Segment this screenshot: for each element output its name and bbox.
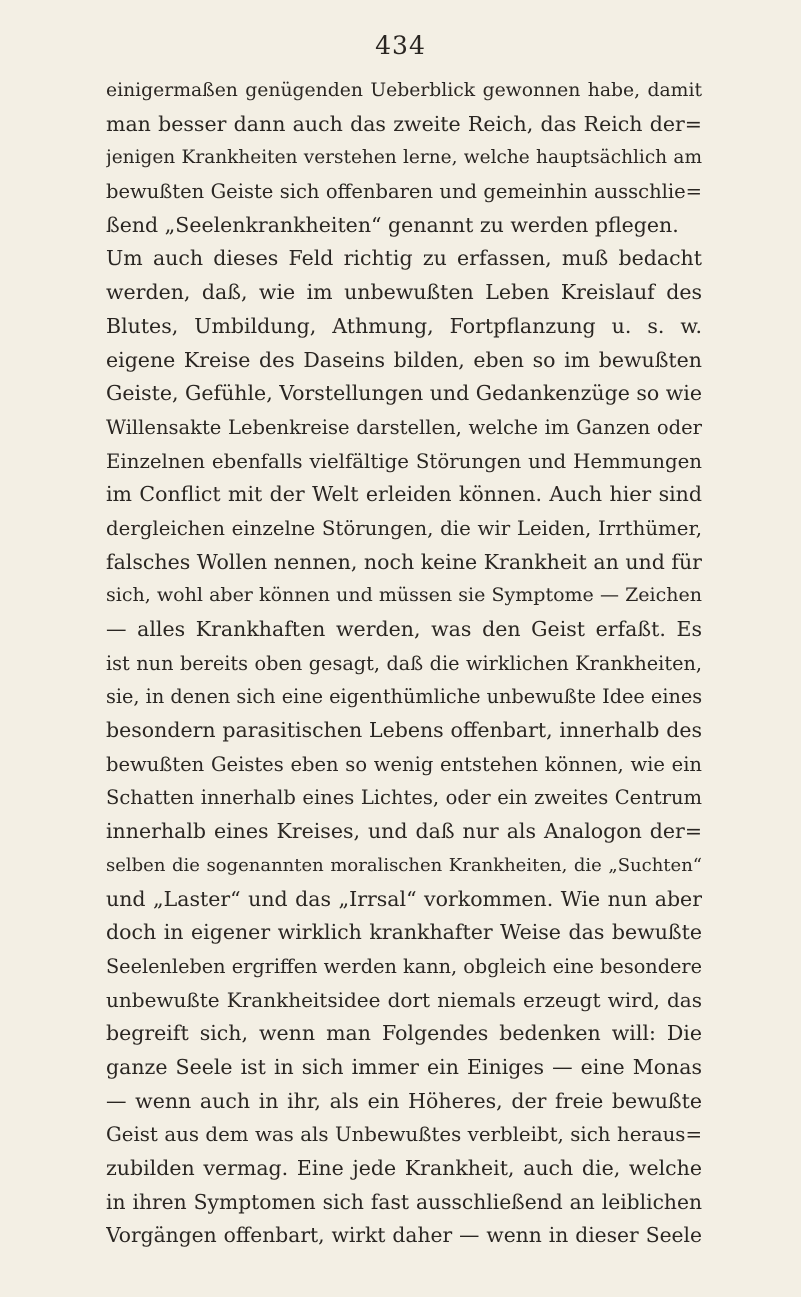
text-line: man besser dann auch das zweite Reich, das Reich der= xyxy=(106,111,702,136)
text-line: — wenn auch in ihr, als ein Höheres, der freie bewußte xyxy=(106,1088,702,1113)
text-line: einigermaßen genügenden Ueberblick gewonnen habe, damit xyxy=(106,80,702,101)
text-line: und „Laster“ und das „Irrsal“ vorkommen. Wie nun aber xyxy=(106,886,702,911)
text-line: begreift sich, wenn man Folgendes bedenken will: Die xyxy=(106,1021,702,1046)
text-line: zubilden vermag. Eine jede Krankheit, auch die, welche xyxy=(106,1156,702,1180)
text-line: Geiste, Gefühle, Vorstellungen und Gedankenzüge so wie xyxy=(106,381,702,406)
text-line: jenigen Krankheiten verstehen lerne, welche hauptsächlich am xyxy=(106,147,702,169)
text-line: Um auch dieses Feld richtig zu erfassen, muß bedacht xyxy=(106,246,702,271)
text-line: in ihren Symptomen sich fast ausschließend an leiblichen xyxy=(106,1189,702,1214)
text-line: falsches Wollen nennen, noch keine Krankheit an und für xyxy=(106,549,702,574)
text-line: sich, wohl aber können und müssen sie Symptome — Zeichen xyxy=(106,584,702,607)
text-line: innerhalb eines Kreises, und daß nur als Analogon der= xyxy=(106,819,702,844)
text-line: ßend „Seelenkrankheiten“ genannt zu werden pflegen. xyxy=(106,212,679,237)
text-line: Blutes, Umbildung, Athmung, Fortpflanzung u. s. w. xyxy=(106,313,702,338)
text-line: ist nun bereits oben gesagt, daß die wirklichen Krankheiten, xyxy=(106,651,702,675)
text-line: unbewußte Krankheitsidee dort niemals erzeugt wird, das xyxy=(106,987,702,1012)
text-line: im Conflict mit der Welt erleiden können. Auch hier sind xyxy=(106,482,702,507)
text-line: Geist aus dem was als Unbewußtes verbleibt, sich heraus= xyxy=(106,1123,702,1147)
text-line: selben die sogenannten moralischen Krankheiten, die „Suchten“ xyxy=(106,854,702,876)
body-text xyxy=(106,74,702,1253)
text-line: Schatten innerhalb eines Lichtes, oder ein zweites Centrum xyxy=(106,786,702,810)
text-line: bewußten Geiste sich offenbaren und gemeinhin ausschlie= xyxy=(106,180,702,204)
text-line: dergleichen einzelne Störungen, die wir Leiden, Irrthümer, xyxy=(106,516,702,540)
text-line: Vorgängen offenbart, wirkt daher — wenn in dieser Seele xyxy=(106,1223,702,1248)
text-line: bewußten Geistes eben so wenig entstehen können, wie ein xyxy=(106,752,702,776)
page-number: 434 xyxy=(375,31,426,60)
text-line: Willensakte Lebenkreise darstellen, welche im Ganzen oder xyxy=(106,415,702,439)
text-line: werden, daß, wie im unbewußten Leben Kreislauf des xyxy=(106,280,702,305)
text-line: ganze Seele ist in sich immer ein Einiges — eine Monas xyxy=(106,1054,702,1079)
text-line: sie, in denen sich eine eigenthümliche unbewußte Idee eines xyxy=(106,685,702,709)
text-line: Seelenleben ergriffen werden kann, obgleich eine besondere xyxy=(106,954,702,978)
text-line: eigene Kreise des Daseins bilden, eben so im bewußten xyxy=(106,347,702,372)
text-line: besondern parasitischen Lebens offenbart, innerhalb des xyxy=(106,718,702,743)
text-line: Einzelnen ebenfalls vielfältige Störungen und Hemmungen xyxy=(106,449,702,473)
text-line: doch in eigener wirklich krankhafter Weise das bewußte xyxy=(106,920,702,945)
text-line: — alles Krankhaften werden, was den Geist erfaßt. Es xyxy=(106,617,702,641)
